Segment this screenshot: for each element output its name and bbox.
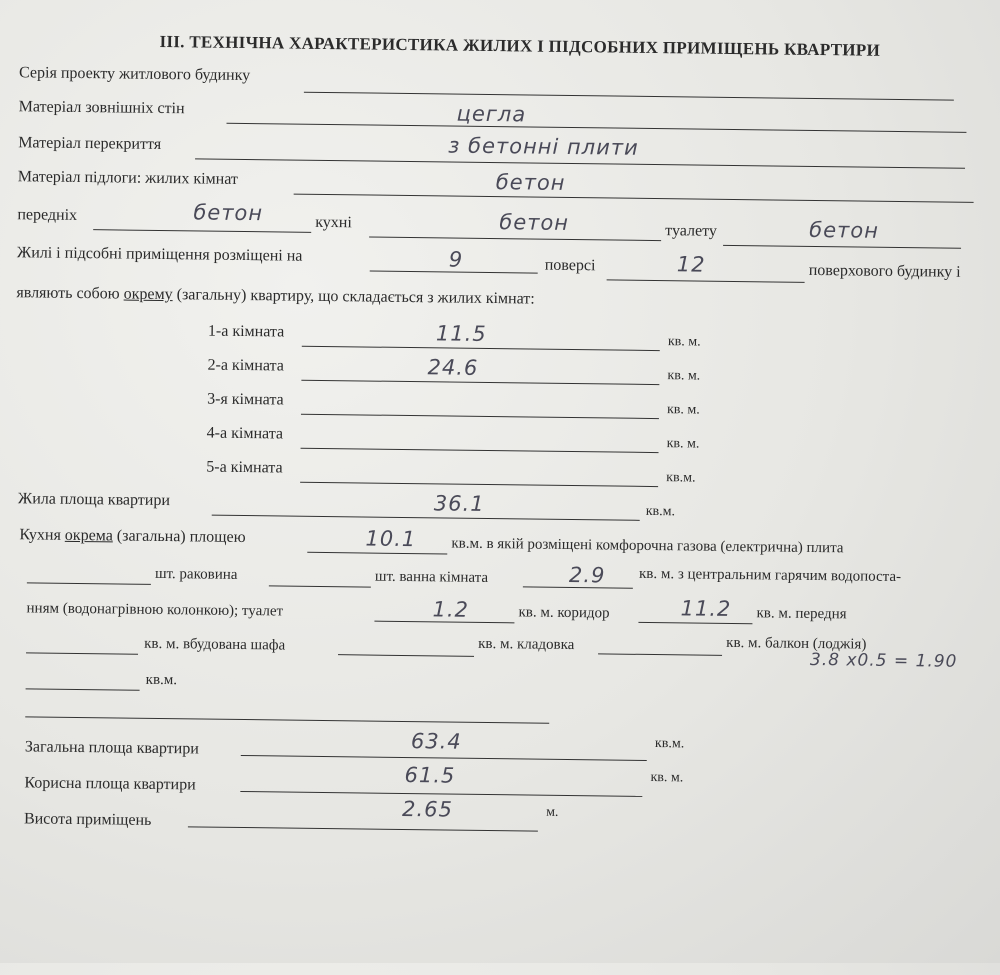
- sink-label: шт. раковина: [154, 565, 238, 583]
- total-area-value: 63.4: [410, 729, 462, 754]
- floor-rooms-value: бетон: [495, 170, 566, 195]
- room4-unit: кв. м.: [666, 436, 700, 452]
- kitchen-area-label: [19, 526, 245, 547]
- toilet-area-value: 1.2: [432, 597, 470, 622]
- closet-line: [338, 654, 474, 657]
- kitchen-area-line: [307, 552, 447, 555]
- total-area-unit: кв.м.: [654, 736, 685, 752]
- room1-unit: кв. м.: [667, 334, 701, 350]
- useful-area-line: [240, 791, 642, 797]
- series-line: [304, 92, 954, 101]
- hall-label: передніх: [17, 206, 78, 224]
- kitchen-area-desc: кв.м. в якій розміщені комфорочна газова (електрична) плита: [451, 535, 844, 557]
- walls-value: цегла: [456, 101, 527, 127]
- kitchen-area-separate: окрема: [64, 526, 113, 545]
- hall-value: бетон: [193, 200, 264, 226]
- series-label: Серія проекту житлового будинку: [19, 64, 251, 85]
- living-area-line: [212, 515, 640, 521]
- closet-label: кв. м. вбудована шафа: [144, 635, 286, 654]
- useful-area-value: 61.5: [404, 763, 456, 788]
- balcony-line: [26, 688, 140, 690]
- toilet-value: бетон: [809, 217, 880, 243]
- room1-value: 11.5: [435, 321, 487, 346]
- walls-label: Матеріал зовнішніх стін: [18, 98, 185, 118]
- living-area-value: 36.1: [433, 491, 485, 516]
- walls-line: [227, 123, 967, 133]
- height-unit: м.: [546, 804, 559, 820]
- stove-count-line: [27, 582, 151, 585]
- useful-area-label: Корисна площа квартири: [24, 774, 196, 794]
- apartment-label: [16, 284, 535, 308]
- height-value: 2.65: [402, 796, 454, 822]
- useful-area-unit: кв. м.: [650, 770, 684, 786]
- corridor-line: [638, 622, 752, 624]
- room2-value: 24.6: [427, 355, 479, 380]
- building-floors-value: 12: [676, 252, 706, 277]
- ceiling-label: Матеріал перекриття: [18, 134, 162, 153]
- room5-label: 5-а кімната: [206, 458, 283, 477]
- ceiling-line: [195, 158, 965, 168]
- room5-line: [300, 482, 658, 487]
- room4-label: 4-а кімната: [206, 424, 284, 443]
- room3-unit: кв. м.: [666, 402, 700, 418]
- room1-line: [302, 346, 660, 351]
- apartment-text-b: (загальну) квартиру, що складається з жилих кімнат:: [176, 286, 535, 308]
- floor-rooms-label: Матеріал підлоги: жилих кімнат: [17, 168, 239, 188]
- room2-line: [301, 380, 659, 385]
- extra-line: [25, 716, 549, 723]
- corridor-label: кв. м. коридор: [518, 604, 610, 622]
- kitchen-area-value: 10.1: [365, 526, 417, 552]
- building-floors-label: поверхового будинку і: [808, 261, 961, 281]
- hot-water-label: кв. м. з центральним гарячим водопоста-: [638, 565, 902, 586]
- bathroom-value: 2.9: [568, 562, 606, 588]
- kitchen-area-text-a: Кухня: [19, 526, 61, 544]
- room2-unit: кв. м.: [667, 368, 701, 384]
- total-area-line: [241, 755, 647, 761]
- floor-word-label: поверсі: [544, 256, 596, 275]
- room3-label: 3-я кімната: [207, 390, 284, 409]
- height-label: Висота приміщень: [23, 810, 152, 829]
- hall-line: [93, 229, 311, 233]
- storeroom-line: [598, 653, 722, 656]
- room4-line: [301, 448, 659, 453]
- location-label: Жилі і підсобні приміщення розміщені на: [16, 244, 303, 265]
- apartment-separate: окрему: [123, 285, 173, 304]
- storeroom-label: кв. м. кладовка: [478, 635, 575, 654]
- kitchen-area-text-b: (загальна) площею: [116, 527, 246, 547]
- height-line: [188, 826, 538, 831]
- room1-label: 1-а кімната: [207, 322, 285, 341]
- balcony-unit: кв.м.: [145, 671, 178, 689]
- hot-water-cont-label: нням (водонагрівною колонкою); туалет: [26, 600, 284, 620]
- apartment-text-a: являють собою: [16, 284, 120, 303]
- hall-area-line: [26, 652, 138, 654]
- building-floors-line: [607, 279, 805, 282]
- hall-area-label: кв. м. передня: [756, 605, 847, 623]
- balcony-label: кв. м. балкон (лоджія): [726, 634, 867, 653]
- floor-rooms-line: [294, 194, 974, 203]
- toilet-line: [723, 245, 961, 249]
- kitchen-line: [369, 237, 661, 242]
- sink-count-line: [269, 585, 371, 587]
- room3-line: [301, 414, 659, 419]
- ceiling-value: з бетонні плити: [448, 133, 639, 160]
- living-area-unit: кв.м.: [645, 503, 676, 520]
- corridor-value: 11.2: [680, 596, 732, 621]
- room2-label: 2-а кімната: [207, 356, 284, 375]
- bath-label: шт. ванна кімната: [374, 568, 489, 587]
- living-area-label: Жила площа квартири: [17, 490, 171, 510]
- balcony-value: 3.8 х0.5 = 1.90: [809, 649, 958, 672]
- total-area-label: Загальна площа квартири: [24, 738, 199, 758]
- form-title: ІІІ. ТЕХНІЧНА ХАРАКТЕРИСТИКА ЖИЛИХ І ПІДСОБНИХ ПРИМІЩЕНЬ КВАРТИРИ: [159, 31, 881, 60]
- kitchen-label: кухні: [315, 213, 352, 232]
- floor-value: 9: [448, 247, 464, 272]
- kitchen-value: бетон: [499, 210, 570, 235]
- toilet-label: туалету: [665, 222, 718, 240]
- room5-unit: кв.м.: [666, 470, 696, 486]
